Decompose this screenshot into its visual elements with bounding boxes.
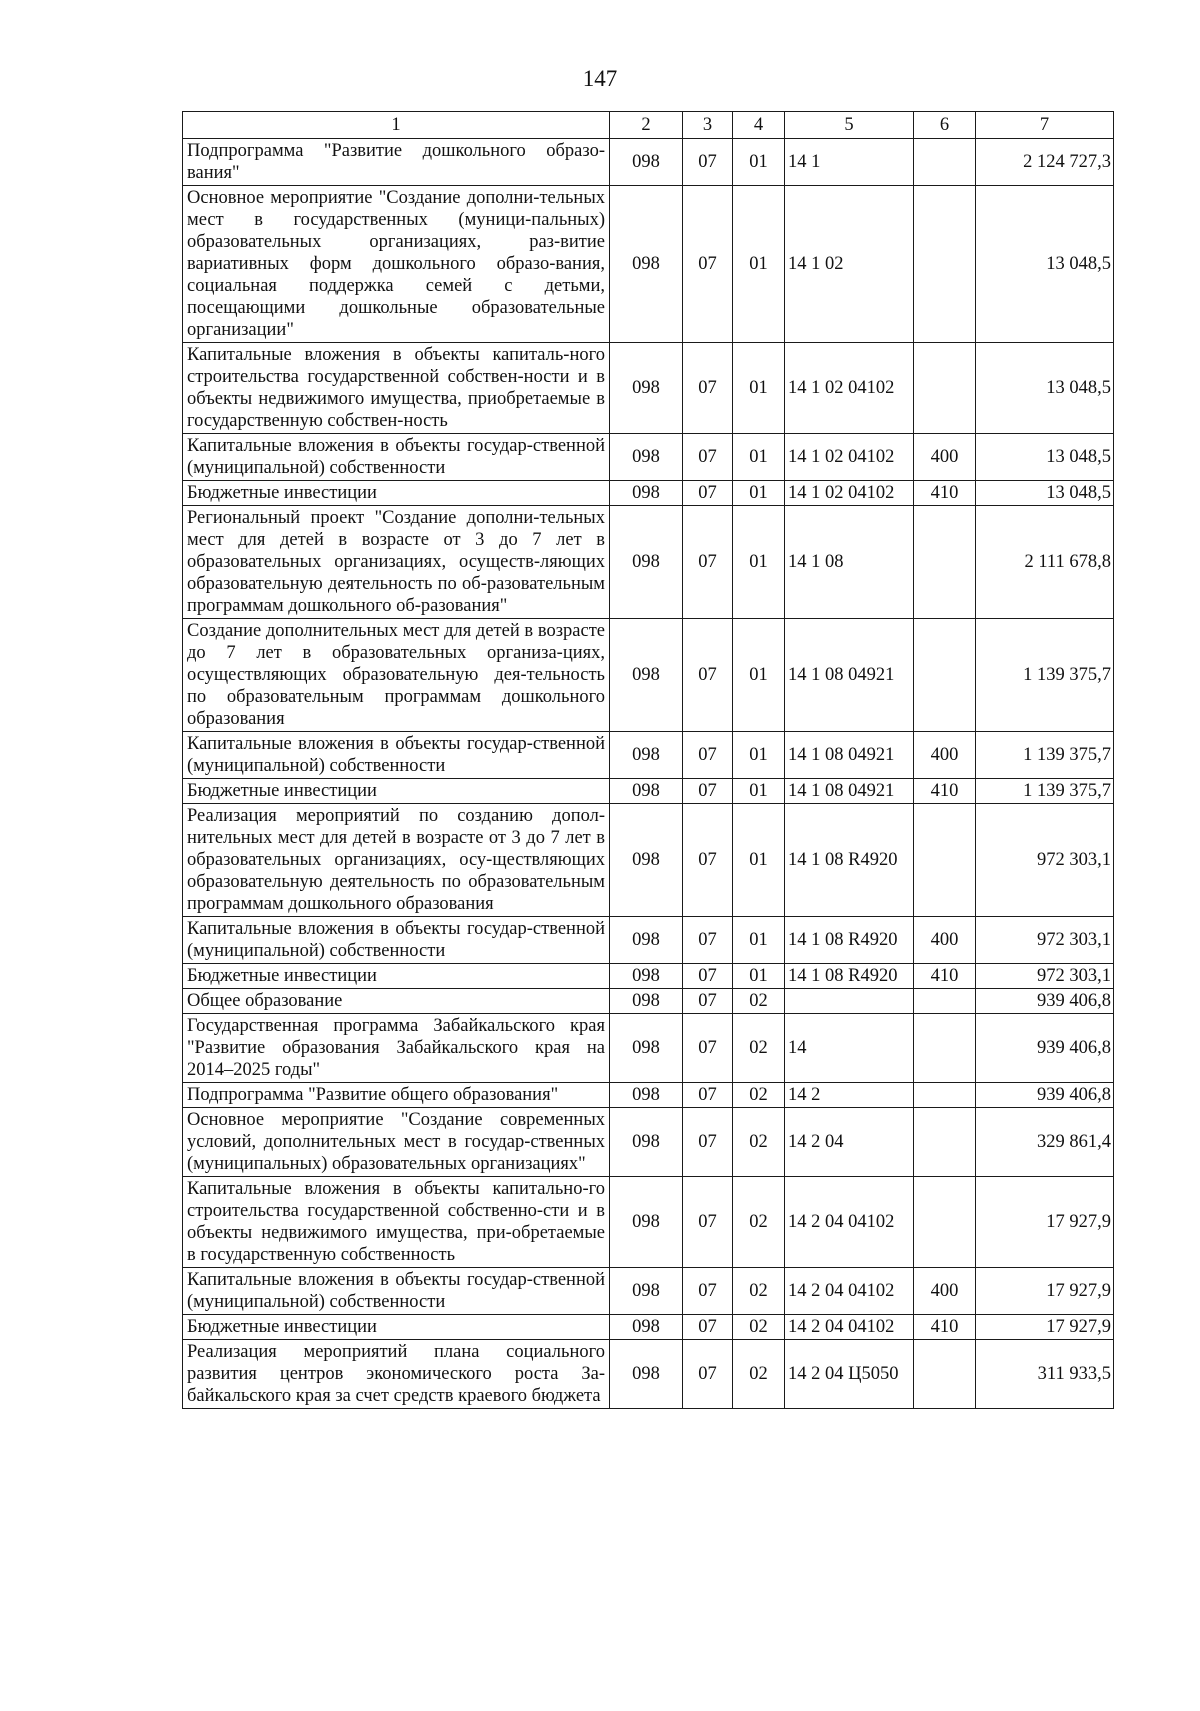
cell-expense-type bbox=[914, 1083, 976, 1108]
table-row bbox=[183, 964, 1114, 989]
column-header: 1 bbox=[183, 112, 610, 139]
row-name: Основное мероприятие "Создание дополни-тельных мест в государственных (муници-пальных) образовательных организациях, раз-витие вариативных форм дошкольного образо-вания, социальная поддержка семей с детьми, посещающими дошкольные образовательные организации" bbox=[183, 186, 610, 343]
cell-section: 07 bbox=[683, 1268, 733, 1315]
cell-subsection: 01 bbox=[733, 619, 785, 732]
row-name: Бюджетные инвестиции bbox=[183, 1315, 610, 1340]
cell-subsection: 01 bbox=[733, 186, 785, 343]
cell-ministry-code: 098 bbox=[610, 1315, 683, 1340]
cell-amount: 13 048,5 bbox=[976, 343, 1114, 434]
header-row bbox=[183, 112, 1114, 139]
cell-expense-type: 400 bbox=[914, 732, 976, 779]
table-row bbox=[183, 779, 1114, 804]
cell-subsection: 02 bbox=[733, 1108, 785, 1177]
cell-amount: 939 406,8 bbox=[976, 1083, 1114, 1108]
cell-section: 07 bbox=[683, 779, 733, 804]
cell-section: 07 bbox=[683, 1108, 733, 1177]
cell-section: 07 bbox=[683, 989, 733, 1014]
cell-target-code: 14 2 04 04102 bbox=[785, 1177, 914, 1268]
cell-subsection: 01 bbox=[733, 481, 785, 506]
row-name: Государственная программа Забайкальского края "Развитие образования Забайкальского края на 2014–2025 годы" bbox=[183, 1014, 610, 1083]
cell-amount: 972 303,1 bbox=[976, 917, 1114, 964]
table-row bbox=[183, 1268, 1114, 1315]
table-row bbox=[183, 186, 1114, 343]
column-header: 6 bbox=[914, 112, 976, 139]
row-name: Бюджетные инвестиции bbox=[183, 481, 610, 506]
cell-amount: 17 927,9 bbox=[976, 1268, 1114, 1315]
column-header: 4 bbox=[733, 112, 785, 139]
cell-target-code: 14 1 bbox=[785, 139, 914, 186]
cell-target-code: 14 1 08 04921 bbox=[785, 779, 914, 804]
cell-section: 07 bbox=[683, 186, 733, 343]
table-row bbox=[183, 1083, 1114, 1108]
row-name: Капитальные вложения в объекты государ-ственной (муниципальной) собственности bbox=[183, 917, 610, 964]
cell-ministry-code: 098 bbox=[610, 481, 683, 506]
table-row bbox=[183, 343, 1114, 434]
cell-subsection: 02 bbox=[733, 989, 785, 1014]
cell-section: 07 bbox=[683, 506, 733, 619]
table-row bbox=[183, 1108, 1114, 1177]
cell-subsection: 02 bbox=[733, 1177, 785, 1268]
cell-subsection: 01 bbox=[733, 343, 785, 434]
cell-expense-type bbox=[914, 1108, 976, 1177]
cell-ministry-code: 098 bbox=[610, 139, 683, 186]
cell-expense-type: 410 bbox=[914, 481, 976, 506]
cell-target-code: 14 2 04 Ц5050 bbox=[785, 1340, 914, 1409]
cell-expense-type bbox=[914, 1177, 976, 1268]
table-row bbox=[183, 1177, 1114, 1268]
budget-table bbox=[182, 111, 1114, 1409]
row-name: Бюджетные инвестиции bbox=[183, 964, 610, 989]
cell-amount: 972 303,1 bbox=[976, 964, 1114, 989]
cell-amount: 17 927,9 bbox=[976, 1177, 1114, 1268]
cell-section: 07 bbox=[683, 343, 733, 434]
cell-amount: 17 927,9 bbox=[976, 1315, 1114, 1340]
row-name: Капитальные вложения в объекты капиталь-ного строительства государственной собствен-ности и в объекты недвижимого имущества, приобретаемые в государственную собствен-ность bbox=[183, 343, 610, 434]
cell-target-code: 14 1 08 R4920 bbox=[785, 917, 914, 964]
column-header: 3 bbox=[683, 112, 733, 139]
cell-target-code: 14 1 08 bbox=[785, 506, 914, 619]
table-row bbox=[183, 1340, 1114, 1409]
cell-amount: 939 406,8 bbox=[976, 1014, 1114, 1083]
cell-amount: 2 111 678,8 bbox=[976, 506, 1114, 619]
column-header: 5 bbox=[785, 112, 914, 139]
cell-subsection: 02 bbox=[733, 1014, 785, 1083]
table-row bbox=[183, 481, 1114, 506]
cell-target-code: 14 1 08 04921 bbox=[785, 619, 914, 732]
row-name: Капитальные вложения в объекты государ-ственной (муниципальной) собственности bbox=[183, 1268, 610, 1315]
cell-target-code: 14 1 08 R4920 bbox=[785, 964, 914, 989]
table-row bbox=[183, 804, 1114, 917]
cell-expense-type bbox=[914, 1014, 976, 1083]
cell-section: 07 bbox=[683, 1177, 733, 1268]
cell-expense-type bbox=[914, 186, 976, 343]
cell-section: 07 bbox=[683, 732, 733, 779]
cell-expense-type: 400 bbox=[914, 1268, 976, 1315]
cell-ministry-code: 098 bbox=[610, 1108, 683, 1177]
cell-target-code: 14 1 08 R4920 bbox=[785, 804, 914, 917]
cell-ministry-code: 098 bbox=[610, 917, 683, 964]
cell-section: 07 bbox=[683, 1340, 733, 1409]
cell-amount: 329 861,4 bbox=[976, 1108, 1114, 1177]
row-name: Капитальные вложения в объекты государ-ственной (муниципальной) собственности bbox=[183, 434, 610, 481]
row-name: Капитальные вложения в объекты государ-ственной (муниципальной) собственности bbox=[183, 732, 610, 779]
cell-ministry-code: 098 bbox=[610, 964, 683, 989]
cell-target-code: 14 1 02 bbox=[785, 186, 914, 343]
cell-target-code: 14 1 02 04102 bbox=[785, 481, 914, 506]
cell-subsection: 02 bbox=[733, 1268, 785, 1315]
cell-target-code: 14 1 08 04921 bbox=[785, 732, 914, 779]
cell-expense-type: 410 bbox=[914, 1315, 976, 1340]
table-row bbox=[183, 139, 1114, 186]
cell-ministry-code: 098 bbox=[610, 989, 683, 1014]
cell-section: 07 bbox=[683, 619, 733, 732]
cell-amount: 1 139 375,7 bbox=[976, 619, 1114, 732]
cell-target-code: 14 1 02 04102 bbox=[785, 343, 914, 434]
table-body bbox=[183, 139, 1114, 1409]
row-name: Создание дополнительных мест для детей в возрасте до 7 лет в образовательных организа-циях, осуществляющих образовательную дея-тельность по образовательным программам дошкольного образования bbox=[183, 619, 610, 732]
cell-ministry-code: 098 bbox=[610, 506, 683, 619]
cell-section: 07 bbox=[683, 917, 733, 964]
cell-section: 07 bbox=[683, 481, 733, 506]
cell-section: 07 bbox=[683, 434, 733, 481]
cell-section: 07 bbox=[683, 139, 733, 186]
cell-target-code: 14 2 04 bbox=[785, 1108, 914, 1177]
cell-target-code: 14 2 04 04102 bbox=[785, 1268, 914, 1315]
cell-expense-type bbox=[914, 989, 976, 1014]
cell-ministry-code: 098 bbox=[610, 434, 683, 481]
cell-section: 07 bbox=[683, 1083, 733, 1108]
cell-amount: 311 933,5 bbox=[976, 1340, 1114, 1409]
cell-ministry-code: 098 bbox=[610, 1177, 683, 1268]
cell-section: 07 bbox=[683, 964, 733, 989]
cell-subsection: 01 bbox=[733, 917, 785, 964]
cell-subsection: 02 bbox=[733, 1315, 785, 1340]
table-row bbox=[183, 1315, 1114, 1340]
cell-section: 07 bbox=[683, 804, 733, 917]
cell-amount: 2 124 727,3 bbox=[976, 139, 1114, 186]
cell-expense-type bbox=[914, 139, 976, 186]
cell-subsection: 01 bbox=[733, 964, 785, 989]
cell-subsection: 02 bbox=[733, 1340, 785, 1409]
row-name: Региональный проект "Создание дополни-тельных мест для детей в возрасте от 3 до 7 лет в образовательных организациях, осуществ-ляющих образовательную деятельность по об-разовательным программам дошкольного об-разования" bbox=[183, 506, 610, 619]
row-name: Подпрограмма "Развитие дошкольного образо-вания" bbox=[183, 139, 610, 186]
cell-expense-type bbox=[914, 343, 976, 434]
cell-ministry-code: 098 bbox=[610, 1268, 683, 1315]
cell-amount: 13 048,5 bbox=[976, 434, 1114, 481]
row-name: Бюджетные инвестиции bbox=[183, 779, 610, 804]
column-header: 2 bbox=[610, 112, 683, 139]
table-row bbox=[183, 732, 1114, 779]
cell-expense-type bbox=[914, 1340, 976, 1409]
cell-subsection: 02 bbox=[733, 1083, 785, 1108]
column-header: 7 bbox=[976, 112, 1114, 139]
cell-expense-type: 410 bbox=[914, 964, 976, 989]
cell-ministry-code: 098 bbox=[610, 1083, 683, 1108]
cell-section: 07 bbox=[683, 1014, 733, 1083]
cell-amount: 13 048,5 bbox=[976, 186, 1114, 343]
cell-subsection: 01 bbox=[733, 804, 785, 917]
row-name: Реализация мероприятий по созданию допол-нительных мест для детей в возрасте от 3 до 7 лет в образовательных организациях, осу-ществляющих образовательную деятельность по образовательным программам дошкольного образования bbox=[183, 804, 610, 917]
cell-target-code: 14 bbox=[785, 1014, 914, 1083]
cell-ministry-code: 098 bbox=[610, 1014, 683, 1083]
cell-ministry-code: 098 bbox=[610, 804, 683, 917]
table-row bbox=[183, 619, 1114, 732]
cell-expense-type bbox=[914, 804, 976, 917]
table-row bbox=[183, 434, 1114, 481]
cell-ministry-code: 098 bbox=[610, 343, 683, 434]
cell-expense-type: 400 bbox=[914, 917, 976, 964]
cell-subsection: 01 bbox=[733, 506, 785, 619]
cell-section: 07 bbox=[683, 1315, 733, 1340]
table-row bbox=[183, 917, 1114, 964]
cell-ministry-code: 098 bbox=[610, 779, 683, 804]
cell-expense-type: 410 bbox=[914, 779, 976, 804]
cell-target-code: 14 2 bbox=[785, 1083, 914, 1108]
cell-expense-type: 400 bbox=[914, 434, 976, 481]
row-name: Капитальные вложения в объекты капитально-го строительства государственной собственно-сти и в объекты недвижимого имущества, при-обретаемые в государственную собственность bbox=[183, 1177, 610, 1268]
cell-subsection: 01 bbox=[733, 779, 785, 804]
table-row bbox=[183, 989, 1114, 1014]
cell-amount: 1 139 375,7 bbox=[976, 779, 1114, 804]
cell-expense-type bbox=[914, 506, 976, 619]
cell-subsection: 01 bbox=[733, 434, 785, 481]
cell-amount: 1 139 375,7 bbox=[976, 732, 1114, 779]
cell-amount: 13 048,5 bbox=[976, 481, 1114, 506]
row-name: Реализация мероприятий плана социального развития центров экономического роста За-байкальского края за счет средств краевого бюджета bbox=[183, 1340, 610, 1409]
page-number: 147 bbox=[582, 66, 618, 91]
row-name: Общее образование bbox=[183, 989, 610, 1014]
cell-amount: 939 406,8 bbox=[976, 989, 1114, 1014]
cell-ministry-code: 098 bbox=[610, 1340, 683, 1409]
cell-subsection: 01 bbox=[733, 139, 785, 186]
cell-target-code bbox=[785, 989, 914, 1014]
row-name: Подпрограмма "Развитие общего образования" bbox=[183, 1083, 610, 1108]
cell-amount: 972 303,1 bbox=[976, 804, 1114, 917]
cell-expense-type bbox=[914, 619, 976, 732]
cell-ministry-code: 098 bbox=[610, 619, 683, 732]
cell-target-code: 14 1 02 04102 bbox=[785, 434, 914, 481]
cell-ministry-code: 098 bbox=[610, 732, 683, 779]
cell-target-code: 14 2 04 04102 bbox=[785, 1315, 914, 1340]
table-row bbox=[183, 1014, 1114, 1083]
row-name: Основное мероприятие "Создание современных условий, дополнительных мест в государ-ственных (муниципальных) образовательных организациях" bbox=[183, 1108, 610, 1177]
table-row bbox=[183, 506, 1114, 619]
cell-subsection: 01 bbox=[733, 732, 785, 779]
cell-ministry-code: 098 bbox=[610, 186, 683, 343]
